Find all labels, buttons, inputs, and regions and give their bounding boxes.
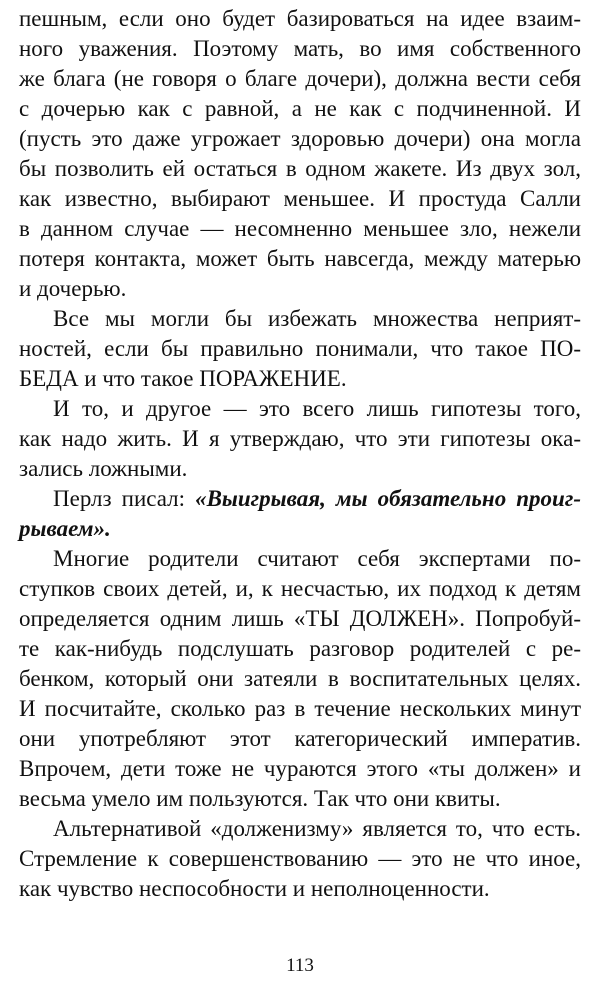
text-span: И посчитайте, сколько раз в течение нескольких минут: [19, 696, 581, 721]
text-span: ностей, если бы правильно понимали, что такое ПО-: [19, 336, 581, 361]
text-line: [19, 184, 581, 214]
text-span: Все мы могли бы избежать множества неприят-: [53, 306, 581, 331]
text-span: ного уважения. Поэтому мать, во имя собственного: [19, 36, 581, 61]
text-span: бы позволить ей остаться в одном жакете. Из двух зол,: [19, 156, 581, 181]
text-span: потеря контакта, может быть навсегда, между матерью: [19, 246, 581, 271]
text-line: [19, 154, 581, 184]
text-span: же блага (не говоря о благе дочери), должна вести себя: [19, 66, 581, 91]
text-span: И то, и другое — это всего лишь гипотезы того,: [53, 396, 581, 421]
text-span: (пусть это даже угрожает здоровью дочери) она могла: [19, 126, 581, 151]
text-line: [19, 274, 581, 304]
text-line: [19, 574, 581, 604]
text-span: Многие родители считают себя экспертами по-: [53, 546, 581, 571]
text-span: определяется одним лишь «ТЫ ДОЛЖЕН». Попробуй-: [19, 606, 581, 631]
text-line: [19, 304, 581, 334]
text-line: [19, 454, 581, 484]
text-span: Перлз писал:: [53, 486, 196, 511]
text-line: [19, 754, 581, 784]
text-span: те как-нибудь подслушать разговор родителей с ре-: [19, 636, 581, 661]
emphasized-quote: «Выигрывая, мы обязательно проиг-: [195, 486, 581, 511]
text-line: [19, 784, 581, 814]
text-line: [19, 694, 581, 724]
text-line: [19, 394, 581, 424]
text-line: [19, 34, 581, 64]
text-line: [19, 874, 581, 904]
text-line: [19, 634, 581, 664]
text-span: они употребляют этот категорический императив.: [19, 726, 581, 751]
text-span: БЕДА и что такое ПОРАЖЕНИЕ.: [19, 366, 347, 391]
text-span: Впрочем, дети тоже не чураются этого «ты должен» и: [19, 756, 581, 781]
text-span: зались ложными.: [19, 456, 188, 481]
text-line: [19, 124, 581, 154]
text-span: в данном случае — несомненно меньшее зло, нежели: [19, 216, 581, 241]
text-line: [19, 844, 581, 874]
text-line: [19, 4, 581, 34]
text-line: [19, 334, 581, 364]
text-span: пешным, если оно будет базироваться на идее взаим-: [19, 6, 581, 31]
page-number: 113: [286, 955, 314, 976]
text-line: [19, 214, 581, 244]
text-line: [19, 484, 581, 514]
text-span: весьма умело им пользуются. Так что они квиты.: [19, 786, 501, 811]
text-span: как надо жить. И я утверждаю, что эти гипотезы ока-: [19, 426, 581, 451]
text-line: [19, 64, 581, 94]
text-line: [19, 94, 581, 124]
text-span: Стремление к совершенствованию — это не что иное,: [19, 846, 581, 871]
text-span: как чувство неспособности и неполноценности.: [19, 876, 490, 901]
text-span: бенком, который они затеяли в воспитательных целях.: [19, 666, 581, 691]
text-line: [19, 424, 581, 454]
text-line: [19, 724, 581, 754]
text-span: как известно, выбирают меньшее. И простуда Салли: [19, 186, 581, 211]
text-line: [19, 664, 581, 694]
text-line: [19, 364, 581, 394]
emphasized-quote: рываем».: [19, 516, 111, 541]
text-span: и дочерью.: [19, 276, 127, 301]
text-span: Альтернативой «долженизму» является то, что есть.: [53, 816, 581, 841]
text-span: ступков своих детей, и, к несчастью, их подход к детям: [19, 576, 581, 601]
text-line: [19, 604, 581, 634]
page-body-text: [19, 4, 581, 904]
text-line: [19, 544, 581, 574]
text-line: [19, 514, 581, 544]
text-span: с дочерью как с равной, а не как с подчиненной. И: [19, 96, 581, 121]
text-line: [19, 814, 581, 844]
text-line: [19, 244, 581, 274]
